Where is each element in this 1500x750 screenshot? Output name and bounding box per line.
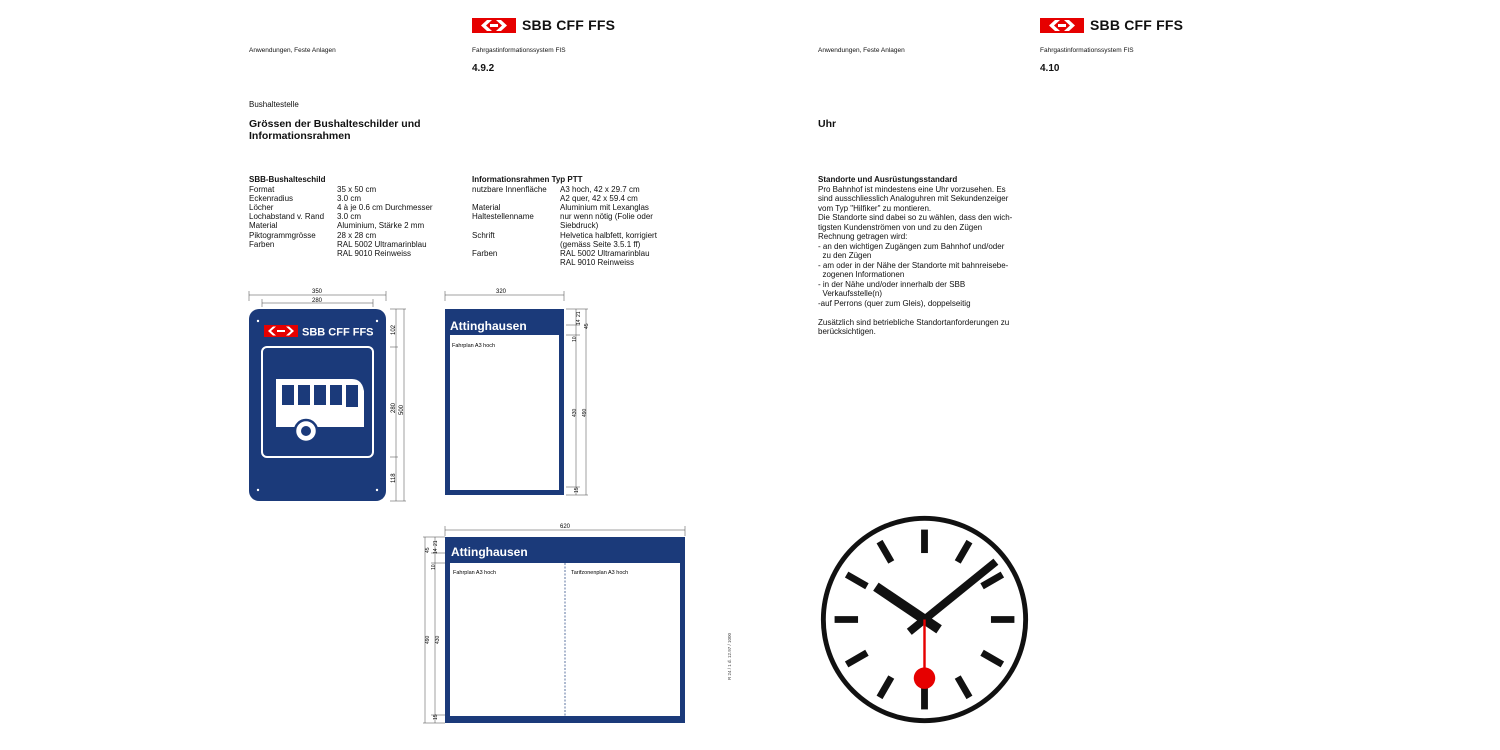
topic-label: Bushaltestelle [249,100,299,109]
sign-spec-table [249,185,459,259]
spec-value: 4 à je 0.6 cm Durchmesser [337,202,433,212]
title-line-2: Informationsrahmen [249,129,351,142]
spec-value: 35 x 50 cm [337,184,377,194]
spec-label: Lochabstand v. Rand [249,212,325,222]
dim-right-top: 102 [391,324,397,335]
body-line: sind ausschliesslich Analoguhren mit Sekundenzeiger [818,194,1009,203]
spec-value: RAL 9010 Reinweiss [337,248,411,258]
frame-large-drawing [415,520,695,730]
spec-value: 28 x 28 cm [337,230,377,240]
body-line: Die Standorte sind dabei so zu wählen, dass den wich- [818,213,1013,222]
body-line: Rechnung getragen wird: [818,232,908,241]
frame-small-station: Attinghausen [450,319,527,333]
spec-label: Löcher [249,202,274,212]
body-line: - am oder in der Nähe der Standorte mit bahnreisebe- [818,260,1009,270]
sign-spec [249,175,459,258]
frame-small-panel [450,335,559,490]
system-label-right: Fahrgastinformationssystem FIS [1040,47,1134,54]
spec-value: 3.0 cm [337,193,362,203]
frame-large-dim-2: 21 [433,540,439,546]
page-number-left: 4.9.2 [472,63,495,74]
frame-large-dim-4: 10 [431,564,437,570]
body-line: - in der Nähe und/oder innerhalb der SBB [818,279,966,289]
section-label-left: Anwendungen, Feste Anlagen [249,47,336,54]
section-label-right: Anwendungen, Feste Anlagen [818,47,905,54]
spec-label: Eckenradius [249,193,294,203]
clock-text-block [818,175,1048,337]
frame-large-dim-6: 430 [435,635,441,644]
side-code: R 24 / 1 d. 12.97 / 1000 [727,632,732,680]
spec-value: RAL 9010 Reinweiss [560,258,634,268]
frame-small-dim-width: 320 [496,289,507,295]
page-title-right: Uhr [818,118,837,130]
sign-brand-name: SBB CFF FFS [302,326,374,339]
dim-width-inner: 280 [312,298,323,304]
spec-label [472,240,560,249]
page-title-left [249,119,421,142]
page-number-right: 4.10 [1040,63,1060,74]
title-line-1: Grössen der Bushalteschilder und [249,118,421,130]
frame-small-dim-2: 14 [576,319,582,325]
spec-label: Farben [249,239,275,249]
spec-label: Farben [472,248,498,258]
frame-small-dim-5: 430 [572,408,578,417]
bus-sign-drawing [240,285,420,510]
spec-label [249,249,337,258]
frame-large-dim-1: 45 [425,547,431,553]
sign-spec-heading: SBB-Bushalteschild [249,175,326,184]
sbb-flag-icon [1040,18,1084,33]
spec-value: A3 hoch, 42 x 29.7 cm [560,184,640,194]
spec-value: 3.0 cm [337,212,362,222]
body-line: - an den wichtigen Zugängen zum Bahnhof und/oder [818,241,1005,251]
body-line: Pro Bahnhof ist mindestens eine Uhr vorzusehen. Es [818,184,1006,194]
brand-name: SBB CFF FFS [522,17,616,33]
spec-label: Material [472,202,501,212]
body-line: vom Typ "Hilfiker" zu montieren. [818,203,932,213]
dim-right-total: 500 [399,404,405,415]
dim-right-mid: 280 [391,402,397,413]
body-line: Verkaufsstelle(n) [818,289,883,298]
second-hand-disc [914,667,936,689]
clock-body [818,185,1048,337]
frame-large-dim-width: 620 [560,524,571,530]
spec-label [472,258,560,267]
spec-value: nur wenn nötig (Folie oder [560,212,653,222]
body-line: zu den Zügen [818,251,872,260]
spec-label: Haltestellenname [472,212,534,222]
frame-large-dim-5: 490 [425,635,431,644]
sbb-logo-right [1040,17,1183,33]
frame-small-dim-3: 45 [584,323,590,329]
station-clock [817,512,1032,727]
clock-heading: Standorte und Ausrüstungsstandard [818,175,958,184]
frame-small-dim-7: 15 [574,487,580,493]
body-line [818,308,1048,318]
system-label-left: Fahrgastinformationssystem FIS [472,47,566,54]
spec-label: Schrift [472,230,495,240]
brand-name: SBB CFF FFS [1090,17,1184,33]
spec-value: Helvetica halbfett, korrigiert [560,230,657,240]
frame-spec-heading: Informationsrahmen Typ PTT [472,175,583,184]
spec-value: RAL 5002 Ultramarinblau [560,248,650,258]
frame-small-dim-1: 21 [576,311,582,317]
frame-spec-table [472,185,702,268]
sbb-logo-left [472,17,615,33]
body-line: tigsten Kundenströmen von und zu den Zügen [818,222,983,232]
spec-value: A2 quer, 42 x 59.4 cm [560,193,638,203]
body-line: Zusätzlich sind betriebliche Standortanforderungen zu [818,317,1010,327]
spec-label [472,194,560,203]
spec-value: Aluminium mit Lexanglas [560,202,649,212]
frame-large-station: Attinghausen [451,545,528,559]
frame-small-dim-6: 490 [582,408,588,417]
frame-small-label: Fahrplan A3 hoch [452,343,496,349]
spec-label: Piktogrammgrösse [249,230,316,240]
spec-label: Format [249,184,275,194]
spec-value: (gemäss Seite 3.5.1 ff) [560,239,641,249]
frame-spec [472,175,702,267]
dim-width-outer: 350 [312,289,323,295]
spec-label [472,221,560,230]
body-line: -auf Perrons (quer zum Gleis), doppelseitig [818,298,971,308]
spec-value: Aluminium, Stärke 2 mm [337,221,425,231]
spec-value: RAL 5002 Ultramarinblau [337,239,427,249]
frame-large-label-right: Tarifzonenplan A3 hoch [571,570,629,576]
frame-small-drawing [440,285,600,500]
body-line: berücksichtigen. [818,327,876,336]
spec-value: Siebdruck) [560,221,599,231]
frame-small-dim-4: 10 [572,336,578,342]
body-line: zogenen Informationen [818,270,905,279]
frame-large-dim-7: 15 [433,714,439,720]
spec-label: Material [249,221,278,231]
dim-right-bottom: 118 [391,473,397,483]
frame-large-label-left: Fahrplan A3 hoch [453,570,497,576]
spec-label: nutzbare Innenfläche [472,184,547,194]
sbb-flag-icon [472,18,516,33]
frame-large-dim-3: 14 [433,548,439,554]
